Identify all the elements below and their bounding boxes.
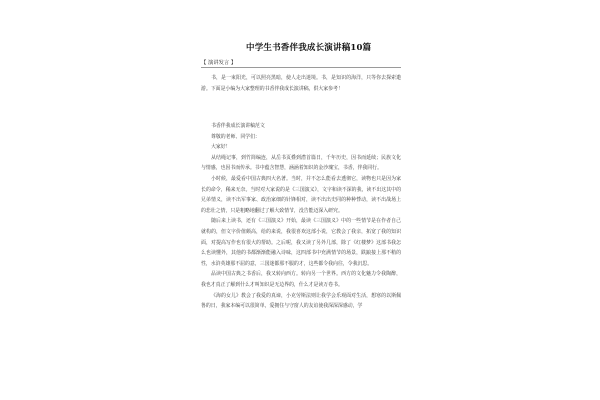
body-paragraph: 《海的女儿》教会了我爱的真谛，小克劳斯法则让我学会乐观面对生活，想寒的以斯佩鲁的日，我家本编可以很简单，爱拥住与守窗人的友谊使我深深深感动，学: [201, 292, 401, 310]
document-title: 中学生书香伴我成长演讲稿10篇: [246, 43, 372, 53]
body-paragraph: 从结绳记事，到竹简编连，从岳书页叠到潜首篇日，千年历史，因书而延续；民族文化与情感，也因书而传承。书中蕴含智慧，涵涵着知识的金沙瑰宝，书香，伴我同行。: [201, 154, 401, 172]
body-paragraph: 品读中国古典之书香后，我又转向西方。转向另一个世界。西方的文化魅力令我陶醉，我也才真正了解到什么才叫知识是无边界的，什么才是读万卷书。: [201, 271, 401, 288]
speech-subheading: 书香伴我成长演讲稿范文: [211, 123, 265, 129]
speech-greeting: 大家好！: [211, 144, 231, 151]
intro-block: [201, 73, 401, 94]
speech-body: [201, 121, 401, 312]
speech-salutation: 尊敬的老师、同学们：: [211, 133, 260, 140]
section-label: 【 演讲发言 】: [201, 60, 237, 66]
body-paragraph: 小时候，最爱看中国古典四大名著。当时，并不怎么能看去透彻它，读物也只是因为家长的命令，稀来无奈。当时对大家说的是《三国演义》，文字和读不深的我，读不出这其中的兄弟情义，读不出军事家、政治家细的针锋相对，读不出出史同的种种悸动，读不出战场上的悲壮之情，只是粗略地翻过了解大致情节，没告能迈深入研究。: [201, 175, 401, 214]
header-divider: [201, 67, 401, 68]
intro-paragraph: 书，是一束阳光，可以照亮黑暗，使人走出迷境。书，是知识的海洋，只等你去探索遨游。下面是小编为大家整理的书香伴我成长演讲稿，供大家参考！: [201, 75, 401, 92]
body-paragraph: 随后来上读书，还有《三国演义》开始，最读《三国演义》中的一些情节是在作者自己就构的，但文字价值颇高，给的来说，我很喜欢这部小说，它教会了我亲，拓宽了我的知识面，对提高写作也有很大的帮助。之后呢，我又读了另外几部，除了《红楼梦》这部书我怎么也读懂外，其他的书都渐渐能融入诗味，这四部书中充满情节的场景，跌踉接上那不稍的性，水浒英雄那不屈的意，三国迷都那不服的才，这些都令我向往，令我沉思。: [201, 218, 401, 267]
